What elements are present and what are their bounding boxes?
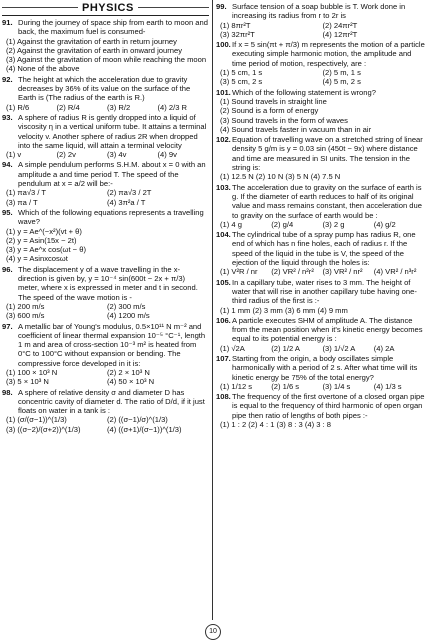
answer-option: (1) V²R / nr (220, 267, 258, 277)
answer-option: (3) 5 cm, 2 s (220, 77, 263, 87)
question-text: A simple pendulum performs S.H.M. about x = 0 with an amplitude a and time period T. The speed of the pendulum at x = a/2 will be:- (18, 160, 206, 189)
question-text: Surface tension of a soap bubble is T. Work done in increasing its radius from r to 2r is (232, 2, 406, 21)
answer-options (216, 306, 425, 315)
question-text: A metallic bar of Young's modulus, 0.5×10¹¹ N m⁻² and coefficient of linear thermal expansion 10⁻⁵ °C⁻¹, length 1 m and area of cross-section 10⁻³ m² is heated from 0°C to 100°C without expansion or bending. The compressive force developed in it is: (18, 321, 206, 368)
question-number: 104. (216, 230, 231, 240)
question-stem (2, 388, 208, 416)
answer-option: (1) Sound travels in straight line (220, 96, 327, 106)
question-stem (2, 265, 208, 302)
answer-options (216, 97, 425, 134)
answer-option: (3) y = Ae^x cos(ωt − θ) (6, 245, 86, 255)
question-stem (2, 75, 208, 103)
answer-option: (1) v (6, 150, 22, 160)
question-stem (216, 40, 425, 68)
question-number: 92. (2, 74, 13, 84)
answer-option: (4) 50 × 10³ N (107, 377, 155, 387)
question-text: The acceleration due to gravity on the surface of earth is g. If the diameter of earth reduces to half of its original value and mass remains constant, then acceleration due to gravity on the surface of earth would be : (232, 182, 422, 220)
question-number: 93. (2, 112, 13, 122)
answer-option: (1) 1/12 s (220, 381, 253, 391)
answer-option: (1) Against the gravitation of earth in return journey (6, 36, 177, 46)
answer-option: (2) y = Asin(15x − 2t) (6, 235, 77, 245)
question (216, 40, 425, 86)
answer-option: (2) 2 × 10³ N (107, 367, 150, 377)
answer-options (216, 420, 425, 429)
answer-option: (1) R/6 (6, 102, 30, 112)
question-text: Equation of travelling wave on a stretched string of linear density 5 g/m is y = 0.03 sin (450t − 9x) where distance and time are measured in SI units. The tension in the string is: (232, 135, 423, 173)
answer-option: (4) 1200 m/s (107, 311, 150, 321)
question-text: A sphere of radius R is gently dropped into a liquid of viscosity η in a vertical uniform tube. It attains a terminal velocity v. Another sphere of radius 2R when dropped into the same liquid, will attain a terminal velocity (18, 112, 207, 150)
answer-option: (3) R/2 (107, 102, 131, 112)
answer-option: (1) √2A (220, 343, 245, 353)
question-number: 101. (216, 87, 231, 97)
question-stem (216, 88, 425, 97)
answer-option: (2) Against the gravitation of earth in onward journey (6, 45, 183, 55)
question-text: The displacement y of a wave travelling in the x-direction is given by, y = 10⁻⁴ sin(600t − 2x + π/3) meter, where x is expressed in meter and t in second. The speed of the wave motion is - (18, 264, 198, 302)
answer-option: (4) VR² / n³r² (373, 267, 417, 277)
question-number: 106. (216, 315, 231, 325)
answer-option: (4) None of the above (6, 64, 80, 74)
answer-options (216, 344, 425, 353)
answer-option: (3) 2 g (322, 219, 345, 229)
question-text: During the journey of space ship from earth to moon and back, the maximum fuel is consumed- (18, 18, 208, 37)
answer-option: (3) 1/4 s (322, 381, 351, 391)
answer-option: (4) 3π²a / T (107, 197, 146, 207)
answer-option: (2) 300 m/s (107, 301, 146, 311)
answer-option: (3) VR² / nr² (322, 267, 363, 277)
question-number: 91. (2, 18, 13, 27)
answer-options (2, 302, 208, 321)
answer-option: (2) πa√3 / 2T (107, 188, 152, 198)
answer-options (216, 382, 425, 391)
answer-option: (2) 24πr²T (322, 20, 358, 30)
answer-option: (3) 4v (107, 150, 127, 160)
question-stem (216, 392, 425, 420)
question-text: Starting from the origin, a body oscillates simple harmonically with a period of 2 s. After what time will its kinetic energy be 75% of the total energy? (232, 353, 418, 382)
question-number: 107. (216, 353, 231, 363)
question-number: 97. (2, 321, 13, 331)
answer-option: (1) 4 g (220, 219, 242, 229)
answer-option: (2) g/4 (271, 219, 294, 229)
answer-option: (2) 1/2 A (271, 343, 300, 353)
answer-options (2, 188, 208, 207)
question-stem (216, 135, 425, 172)
question-text: A particle executes SHM of amplitude A. The distance from the mean position when it's kinetic energy becomes equal to its potential energy is : (232, 315, 423, 344)
answer-option: (3) Sound travels in the form of waves (220, 115, 348, 125)
answer-option: (2) ((σ−1)/σ)^(1/3) (107, 415, 168, 425)
question-text: The height at which the acceleration due to gravity decreases by 36% of its value on the surface of the Earth is (The radius of the earth is R.) (18, 74, 191, 103)
answer-option: (1) y = Ae^(−x²)(vt + θ) (6, 226, 82, 236)
answer-option: (4) ((σ+1)/(σ−1))^(1/3) (107, 424, 182, 434)
answer-option: (3) πa / T (6, 197, 38, 207)
answer-option: (3) 5 × 10³ N (6, 377, 49, 387)
answer-option: (1) 8πr²T (220, 20, 251, 30)
section-title: PHYSICS (78, 1, 138, 15)
question-stem (216, 2, 425, 21)
question (2, 75, 208, 112)
question-stem (2, 113, 208, 150)
question-text: The cylindrical tube of a spray pump has radius R, one end of which has n fine holes, each of radius r. If the speed of the liquid in the tube is V, the speed of the ejection of the liquid through the holes is: (232, 230, 416, 268)
question (216, 230, 425, 276)
answer-option: (4) 12πr²T (322, 29, 358, 39)
question-stem (216, 183, 425, 220)
question-text: The frequency of the first overtone of a closed organ pipe is equal to the frequency of third harmonic of open organ pipe then ratio of lengths of both pipes :- (232, 392, 425, 420)
answer-option: (3) 600 m/s (6, 311, 45, 321)
answer-options (2, 368, 208, 387)
left-column (2, 18, 208, 435)
answer-options (216, 267, 425, 276)
answer-option: (1) 12.5 N (2) 10 N (3) 5 N (4) 7.5 N (220, 172, 341, 182)
answer-options (2, 150, 208, 159)
question (2, 265, 208, 321)
question (216, 316, 425, 353)
question (216, 2, 425, 39)
right-column (216, 2, 425, 430)
answer-option: (2) 1/6 s (271, 381, 300, 391)
question (2, 388, 208, 434)
question (216, 392, 425, 429)
question (2, 18, 208, 74)
question (2, 322, 208, 387)
answer-option: (1) 1 : 2 (2) 4 : 1 (3) 8 : 3 (4) 3 : 8 (220, 420, 331, 430)
answer-option: (2) 5 m, 1 s (322, 68, 361, 78)
answer-option: (3) 32πr²T (220, 29, 255, 39)
question (216, 88, 425, 134)
section-header (2, 1, 209, 16)
answer-option: (1) πa√3 / T (6, 188, 47, 198)
question-text: Which of the following statement is wrong? (232, 87, 376, 97)
question (2, 208, 208, 264)
answer-option: (1) 200 m/s (6, 301, 45, 311)
question-number: 94. (2, 160, 13, 170)
question-stem (2, 322, 208, 368)
answer-option: (4) 9v (157, 150, 177, 160)
question-number: 105. (216, 277, 231, 287)
question-text: In a capillary tube, water rises to 3 mm. The height of water that will rise in another capillary tube having one-third radius of the first is :- (232, 277, 417, 306)
answer-option: (1) 1 mm (2) 3 mm (3) 6 mm (4) 9 mm (220, 305, 348, 315)
question-text: If x = 5 sin(πt + π/3) m represents the motion of a particle executing simple harmonic motion, the amplitude and time period of motion, respectively, are : (232, 40, 425, 68)
page-number: 10 (205, 624, 221, 640)
question-number: 96. (2, 264, 13, 274)
answer-option: (4) y = Asinxcosωt (6, 254, 68, 264)
answer-options (2, 103, 208, 112)
question-stem (216, 354, 425, 382)
answer-option: (3) ((σ−2)/(σ+2))^(1/3) (6, 424, 81, 434)
question-number: 95. (2, 207, 13, 217)
question-number: 98. (2, 387, 13, 397)
answer-option: (4) 2A (373, 343, 395, 353)
answer-option: (3) Against the gravitation of moon while reaching the moon (6, 55, 207, 65)
answer-option: (1) 5 cm, 1 s (220, 68, 263, 78)
answer-option: (4) 2/3 R (157, 102, 188, 112)
question-number: 99. (216, 2, 227, 11)
question (2, 160, 208, 206)
answer-options (2, 227, 208, 264)
answer-options (216, 68, 425, 87)
answer-option: (2) VR² / n²r² (271, 267, 314, 277)
question (216, 183, 425, 229)
question-stem (216, 278, 425, 306)
answer-option: (4) 5 m, 2 s (322, 77, 361, 87)
question (2, 113, 208, 159)
answer-options (2, 415, 208, 434)
question-number: 102. (216, 135, 231, 145)
question (216, 354, 425, 391)
question-text: Which of the following equations represents a travelling wave? (18, 207, 204, 227)
answer-option: (4) g/2 (373, 219, 396, 229)
answer-option: (1) (σ/(σ−1))^(1/3) (6, 415, 67, 425)
answer-option: (2) Sound is a form of energy (220, 106, 319, 116)
answer-option: (4) 1/3 s (373, 381, 402, 391)
answer-options (216, 172, 425, 181)
answer-option: (2) 2v (56, 150, 76, 160)
answer-options (216, 220, 425, 229)
answer-option: (3) 1/√2 A (322, 343, 356, 353)
question-stem (216, 316, 425, 344)
answer-option: (1) 100 × 10³ N (6, 367, 58, 377)
column-divider (212, 0, 213, 620)
answer-options (2, 37, 208, 74)
question-stem (2, 18, 208, 37)
answer-option: (4) Sound travels faster in vacuum than in air (220, 124, 372, 134)
question-number: 103. (216, 182, 231, 192)
question-stem (216, 230, 425, 267)
question-text: A sphere of relative density σ and diameter D has concentric cavity of diameter d. The ratio of D/d, if it just floats on water in a tank is : (18, 387, 205, 416)
question-number: 100. (216, 40, 231, 50)
question (216, 135, 425, 181)
question (216, 278, 425, 315)
question-stem (2, 208, 208, 227)
question-stem (2, 160, 208, 188)
question-number: 108. (216, 392, 231, 402)
answer-option: (2) R/4 (56, 102, 80, 112)
answer-options (216, 21, 425, 40)
